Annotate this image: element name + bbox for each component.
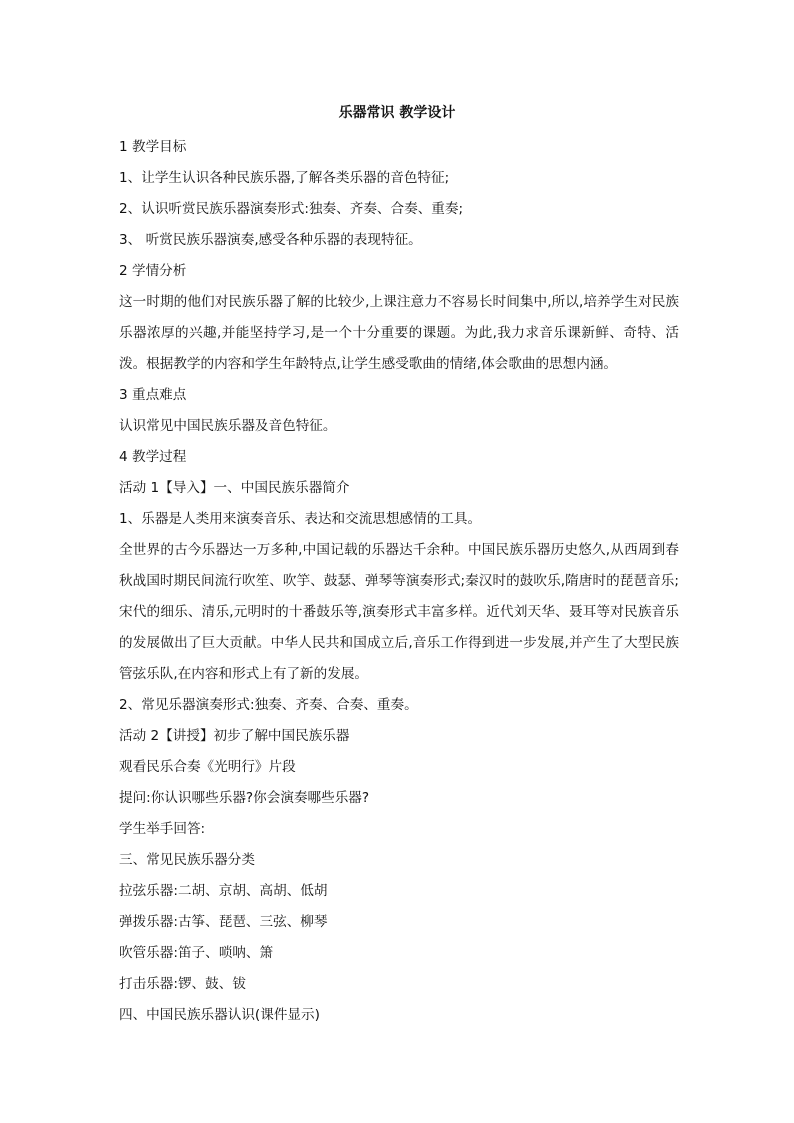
student-analysis-paragraph: 这一时期的他们对民族乐器了解的比较少,上课注意力不容易长时间集中,所以,培养学生对民族乐器浓厚的兴趣,并能坚持学习,是一个十分重要的课题。为此,我力求音乐课新鲜、奇特、活泼。根据教学的内容和学生年龄特点,让学生感受歌曲的情绪,体会歌曲的思想内涵。 bbox=[119, 294, 679, 372]
goal-item-1: 1、让学生认识各种民族乐器,了解各类乐器的音色特征; bbox=[119, 170, 450, 186]
heading-key-points: 3 重点难点 bbox=[119, 387, 187, 403]
activity-2-heading: 活动 2【讲授】初步了解中国民族乐器 bbox=[119, 728, 350, 744]
heading-student-analysis: 2 学情分析 bbox=[119, 263, 187, 279]
activity-1-heading: 活动 1【导入】一、中国民族乐器简介 bbox=[119, 480, 350, 496]
wind-instruments-item: 吹管乐器:笛子、唢呐、箫 bbox=[119, 945, 274, 961]
section-classification-heading: 三、常见民族乐器分类 bbox=[119, 852, 255, 868]
key-points-text: 认识常见中国民族乐器及音色特征。 bbox=[119, 418, 337, 434]
heading-teaching-process: 4 教学过程 bbox=[119, 449, 187, 465]
section-recognition-heading: 四、中国民族乐器认识(课件显示) bbox=[119, 1007, 320, 1023]
document-title: 乐器常识 教学设计 bbox=[338, 105, 456, 121]
intro-item-1: 1、乐器是人类用来演奏音乐、表达和交流思想感情的工具。 bbox=[119, 511, 482, 527]
intro-item-2: 2、常见乐器演奏形式:独奏、齐奏、合奏、重奏。 bbox=[119, 697, 418, 713]
question-text: 提问:你认识哪些乐器?你会演奏哪些乐器? bbox=[119, 790, 370, 806]
watch-performance-text: 观看民乐合奏《光明行》片段 bbox=[119, 759, 296, 775]
goal-item-3: 3、 听赏民族乐器演奏,感受各种乐器的表现特征。 bbox=[119, 232, 422, 248]
heading-teaching-goals: 1 教学目标 bbox=[119, 139, 187, 155]
history-paragraph: 全世界的古今乐器达一万多种,中国记载的乐器达千余种。中国民族乐器历史悠久,从西周到春秋战国时期民间流行吹笙、吹竽、鼓瑟、弹琴等演奏形式;秦汉时的鼓吹乐,隋唐时的琵琶音乐;宋代的细乐、清乐,元明时的十番鼓乐等,演奏形式丰富多样。近代刘天华、聂耳等对民族音乐的发展做出了巨大贡献。中华人民共和国成立后,音乐工作得到进一步发展,并产生了大型民族管弦乐队,在内容和形式上有了新的发展。 bbox=[119, 542, 679, 682]
percussion-item: 打击乐器:锣、鼓、钹 bbox=[119, 976, 246, 992]
bowed-strings-item: 拉弦乐器:二胡、京胡、高胡、低胡 bbox=[119, 883, 328, 899]
document-body bbox=[119, 132, 679, 1031]
plucked-strings-item: 弹拨乐器:古筝、琵琶、三弦、柳琴 bbox=[119, 914, 328, 930]
student-answer-text: 学生举手回答: bbox=[119, 821, 206, 837]
goal-item-2: 2、认识听赏民族乐器演奏形式:独奏、齐奏、合奏、重奏; bbox=[119, 201, 464, 217]
